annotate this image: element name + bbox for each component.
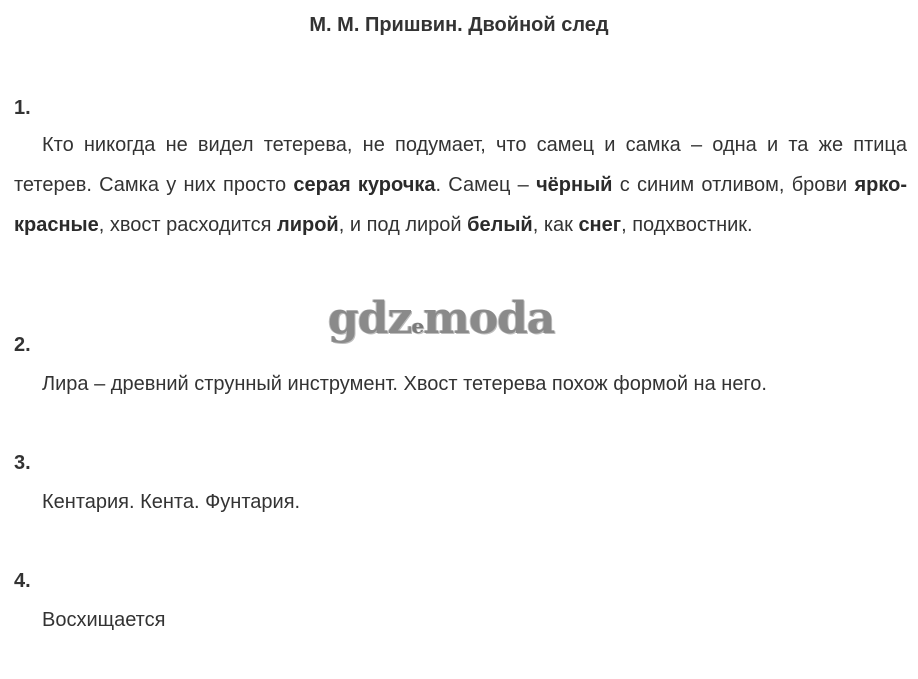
watermark-dot: e [411, 314, 424, 338]
answer-1-bold-text: лирой [277, 214, 339, 236]
answer-1-bold-text: белый [467, 214, 533, 236]
answer-1-bold-text: снег [578, 214, 622, 236]
answer-1-text: Кто никогда не видел тетерева, не подумает, что самец и самка – одна и та же птица тетерев. Самка у них просто [14, 134, 907, 196]
page-title: М. М. Пришвин. Двойной след [309, 14, 609, 36]
answer-1-bold-text: чёрный [536, 174, 613, 196]
answer-1-bold-text: серая курочка [293, 174, 436, 196]
answer-4-number: 4. [14, 570, 31, 592]
answer-1-text: , подхвостник. [621, 214, 753, 236]
answer-1-text: с синим отливом, брови [612, 174, 855, 196]
watermark-logo [328, 293, 554, 344]
watermark-right: moda [423, 293, 555, 344]
answer-2-number: 2. [14, 334, 31, 356]
answer-4-text: Восхищается [42, 609, 166, 631]
answer-3-number: 3. [14, 452, 31, 474]
answer-1-number: 1. [14, 97, 31, 119]
answer-2-text: Лира – древний струнный инструмент. Хвост тетерева похож формой на него. [42, 373, 767, 395]
answer-3-text: Кентария. Кента. Фунтария. [42, 491, 301, 513]
answer-1-paragraph [14, 125, 907, 245]
answer-1-text: , и под лирой [338, 214, 468, 236]
watermark-left: gdz [328, 293, 412, 344]
answer-1-text: , как [532, 214, 579, 236]
answer-1-bold-text: ярко-красные [14, 174, 908, 236]
answer-1-text: . Самец – [435, 174, 537, 196]
answer-1-text: , хвост расходится [98, 214, 277, 236]
